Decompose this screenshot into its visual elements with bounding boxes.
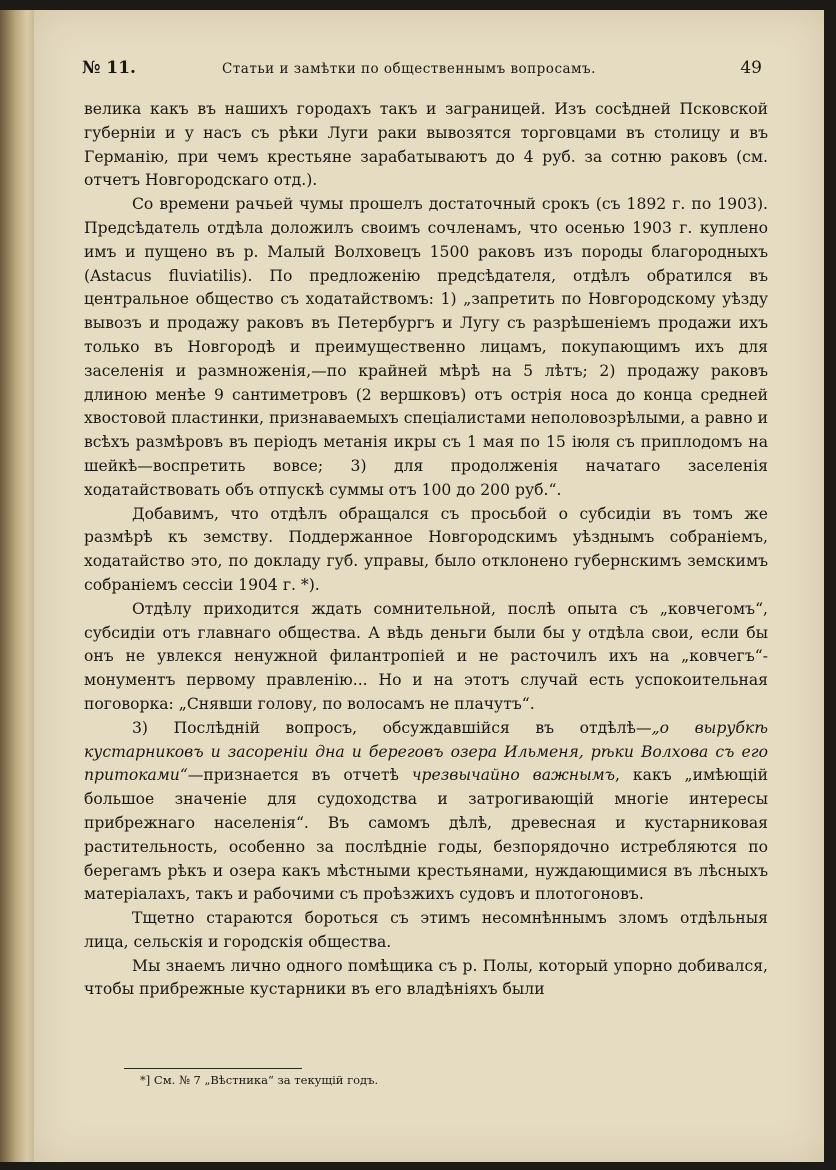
running-header xyxy=(82,58,762,84)
paragraph-5 xyxy=(84,717,768,907)
section-title: Статьи и замѣтки по общественнымъ вопросамъ. xyxy=(222,61,596,77)
para5-italic-emphasis: чрезвычайно важнымъ xyxy=(411,766,616,785)
binding-edge xyxy=(0,10,34,1162)
para5-intro: 3) Послѣдній вопросъ, обсуждавшійся въ отдѣлѣ— xyxy=(132,718,652,737)
paragraph-3: Добавимъ, что отдѣлъ обращался съ просьбой о субсидіи въ томъ же размѣрѣ къ земству. Поддержанное Новгородскимъ уѣзднымъ собраніемъ, ходатайство это, по докладу губ. управы, было отклонено губернскимъ земскимъ собраніемъ сессіи 1904 г. *). xyxy=(84,504,768,594)
para5-italic-title: „о вырубкѣ кустарниковъ и засореніи дна и береговъ озера Ильменя, рѣки Волхова съ его притоками“ xyxy=(84,718,768,785)
para5-mid: —признается въ отчетѣ xyxy=(187,766,412,785)
issue-number: № 11. xyxy=(82,58,136,78)
paragraph-1: велика какъ въ нашихъ городахъ такъ и заграницей. Изъ сосѣдней Псковской губерніи и у насъ съ рѣки Луги раки вывозятся торговцами въ столицу и въ Германію, при чемъ крестьяне зарабатываютъ до 4 руб. за сотню раковъ (см. отчетъ Новгородскаго отд.). xyxy=(84,100,768,190)
para5-rest: , какъ „имѣющій большое значеніе для судоходства и затрогивающій многіе интересы прибрежнаго населенія“. Въ самомъ дѣлѣ, древесная и кустарниковая растительность, особенно за послѣдніе годы, безпорядочно истребляются по берегамъ рѣкъ и озера какъ мѣстными крестьянами, нуждающимися въ лѣсныхъ матеріалахъ, такъ и рабочими съ проѣзжихъ судовъ и плотогоновъ. xyxy=(84,766,768,904)
paragraph-7: Мы знаемъ лично одного помѣщика съ р. Полы, который упорно добивался, чтобы прибрежные кустарники въ его владѣніяхъ были xyxy=(84,956,768,999)
page-number: 49 xyxy=(740,58,762,78)
paragraph-2: Со времени рачьей чумы прошелъ достаточный срокъ (съ 1892 г. по 1903). Предсѣдатель отдѣла доложилъ своимъ сочленамъ, что осенью 1903 г. куплено имъ и пущено въ р. Малый Волховецъ 1500 раковъ изъ породы благородныхъ (Astacus fluviatilis). По предложенію предсѣдателя, отдѣлъ обратился въ центральное общество съ ходатайствомъ: 1) „запретить по Новгородскому уѣзду вывозъ и продажу раковъ въ Петербургъ и Лугу съ разрѣшеніемъ продажи ихъ только въ Новгородѣ и преимущественно лицамъ, покупающимъ ихъ для заселенія и размноженія,—по крайней мѣрѣ на 5 лѣтъ; 2) продажу раковъ длиною менѣе 9 сантиметровъ (2 вершковъ) отъ острія носа до конца средней хвостовой пластинки, признаваемыхъ спеціалистами неполовозрѣлыми, а равно и всѣхъ размѣровъ въ періодъ метанія икры съ 1 мая по 15 іюля съ приплодомъ на шейкѣ—воспретить вовсе; 3) для продолженія начатаго заселенія ходатайствовать объ отпускѣ суммы отъ 100 до 200 руб.“. xyxy=(84,195,768,499)
paragraph-4: Отдѣлу приходится ждать сомнительной, послѣ опыта съ „ковчегомъ“, субсидіи отъ главнаго общества. А вѣдь деньги были бы у отдѣла свои, если бы онъ не увлекся ненужной филантропіей и не расточилъ ихъ на „ковчегъ“-монументъ первому правленію... Но и на этотъ случай есть успокоительная поговорка: „Снявши голову, по волосамъ не плачутъ“. xyxy=(84,599,768,713)
paragraph-6: Тщетно стараются бороться съ этимъ несомнѣннымъ зломъ отдѣльныя лица, сельскія и городскія общества. xyxy=(84,909,768,951)
footnote-rule xyxy=(124,1068,302,1069)
body-text xyxy=(84,98,768,1002)
footnote: *] См. № 7 „Вѣстника“ за текущій годъ. xyxy=(140,1073,379,1087)
